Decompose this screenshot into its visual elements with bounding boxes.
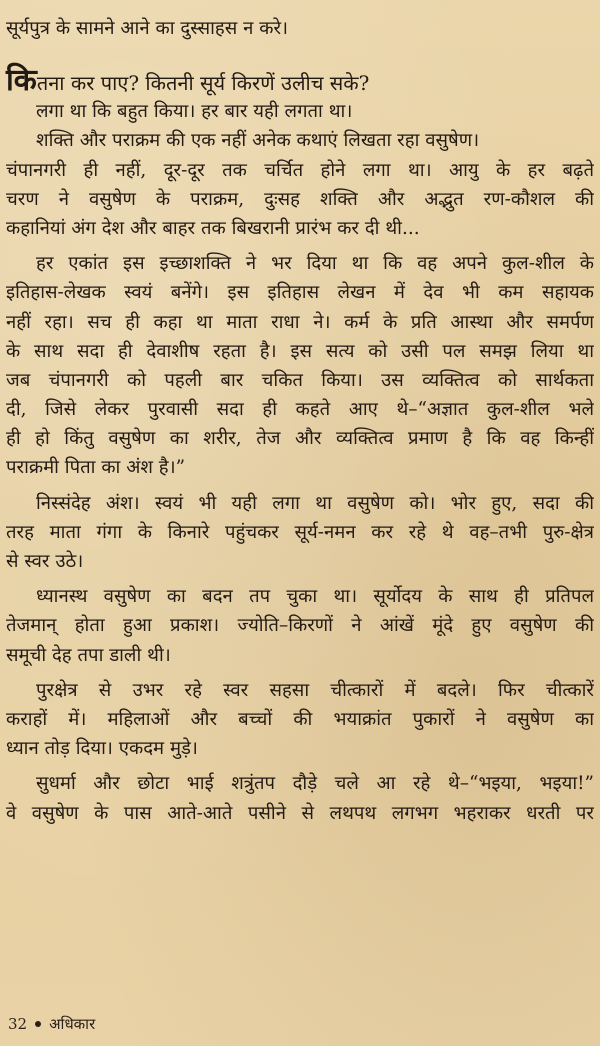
text-line: सूर्यपुत्र के सामने आने का दुस्साहस न करे। — [6, 18, 289, 39]
page-number: 32 — [8, 1015, 28, 1033]
text-line: कराहों में। महिलाओं और बच्चों की भयाक्रांत पुकारों ने वसुषेण का — [6, 708, 594, 730]
text-line: के साथ सदा ही देवाशीष रहता है। इस सत्य को उसी पल समझ लिया था — [6, 340, 594, 362]
text-line: तेजमान् होता हुआ प्रकाश। ज्योति–किरणों ने आंखें मूंदे हुए वसुषेण की — [6, 615, 594, 637]
section-opening-rest: तना कर पाए? कितनी सूर्य किरणें उलीच सके? — [36, 71, 370, 96]
text-line: शक्ति और पराक्रम की एक नहीं अनेक कथाएं लिखता रहा वसुषेण। — [36, 130, 480, 152]
text-line: हर एकांत इस इच्छाशक्ति ने भर दिया था कि वह अपने कुल-शील के — [36, 253, 594, 275]
text-line: तरह माता गंगा के किनारे पहुंचकर सूर्य-नमन कर रहे थे वह–तभी पुरु-क्षेत्र — [6, 521, 594, 543]
text-line: पुरक्षेत्र से उभर रहे स्वर सहसा चीत्कारों में बदले। फिर चीत्कारें — [36, 679, 594, 701]
book-title: अधिकार — [49, 1015, 96, 1033]
body-text — [6, 14, 594, 828]
text-line: निस्संदेह अंश। स्वयं भी यही लगा था वसुषेण को। भोर हुए, सदा की — [36, 492, 594, 514]
text-line: ही हो किंतु वसुषेण का शरीर, तेज और व्यक्तित्व प्रमाण है कि वह किन्हीं — [6, 428, 594, 450]
text-line: दी, जिसे लेकर पुरवासी सदा ही कहते आए थे–“अज्ञात कुल-शील भले — [6, 399, 594, 421]
text-line: चंपानगरी ही नहीं, दूर-दूर तक चर्चित होने लगा था। आयु के हर बढ़ते — [6, 159, 594, 181]
bullet-icon — [35, 1021, 41, 1027]
text-line: जब चंपानगरी को पहली बार चकित किया। उस व्यक्तित्व को सार्थकता — [6, 369, 594, 391]
drop-cap: कि — [6, 63, 37, 99]
page-footer — [8, 1014, 95, 1034]
text-line: चरण ने वसुषेण के पराक्रम, दुःसह शक्ति और अद्भुत रण-कौशल की — [6, 188, 594, 210]
text-line: लगा था कि बहुत किया। हर बार यही लगता था। — [36, 101, 353, 123]
text-line: से स्वर उठे। — [6, 551, 84, 572]
section-opening-line — [6, 63, 594, 99]
text-line: कहानियां अंग देश और बाहर तक बिखरानी प्रारंभ कर दी थी... — [6, 217, 420, 239]
text-line: ध्यान तोड़ दिया। एकदम मुड़े। — [6, 738, 198, 760]
text-line: नहीं रहा। सच ही कहा था माता राधा ने। कर्म के प्रति आस्था और समर्पण — [6, 311, 594, 333]
text-line: ध्यानस्थ वसुषेण का बदन तप चुका था। सूर्योदय के साथ ही प्रतिपल — [36, 586, 594, 608]
text-line: सुधर्मा और छोटा भाई शत्रुंतप दौड़े चले आ रहे थे–“भइया, भइया!” — [36, 773, 594, 795]
text-line: वे वसुषेण के पास आते-आते पसीने से लथपथ लगभग भहराकर धरती पर — [6, 802, 594, 824]
text-line: इतिहास-लेखक स्वयं बनेंगे। इस इतिहास लेखन में देव भी कम सहायक — [6, 282, 594, 304]
text-line: समूची देह तपा डाली थी। — [6, 644, 171, 666]
text-line: पराक्रमी पिता का अंश है।” — [6, 457, 186, 479]
